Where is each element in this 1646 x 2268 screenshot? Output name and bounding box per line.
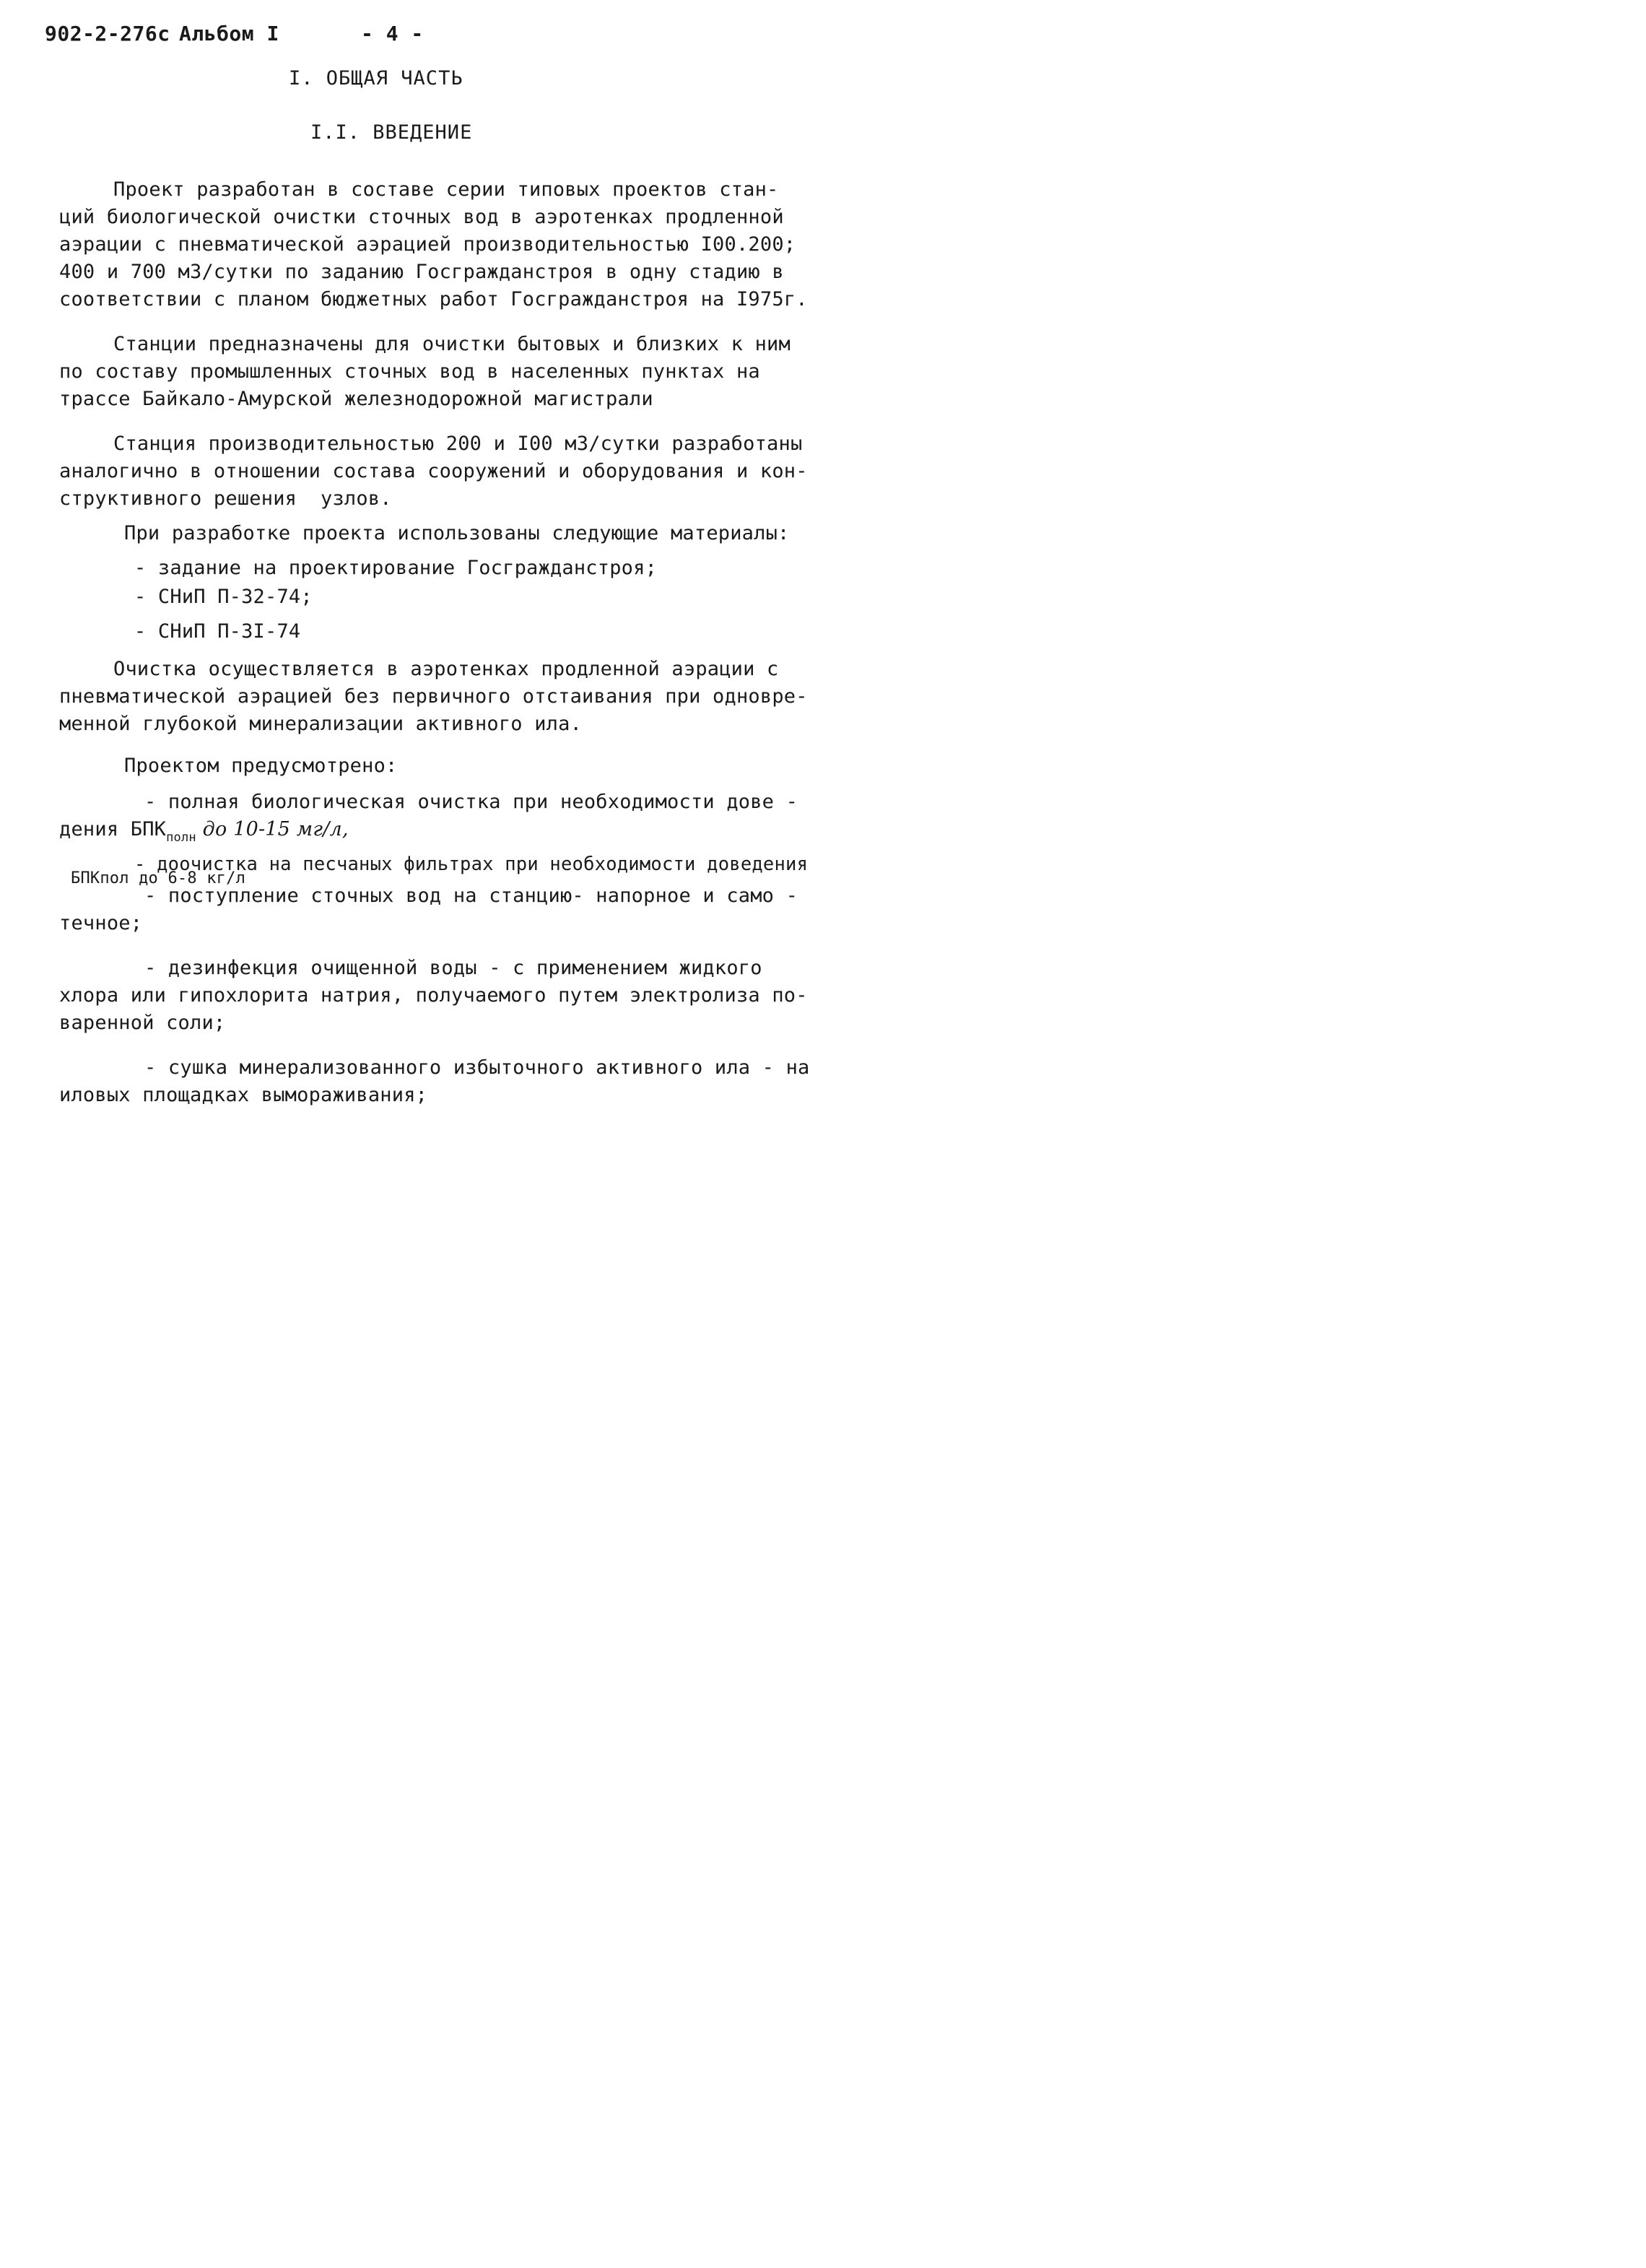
materials-item: - задание на проектирование Госгражданстроя; — [134, 557, 658, 579]
paragraph1-line: аэрации с пневматической аэрацией производительностью I00.200; — [59, 233, 796, 256]
provision5-line: иловых площадках вымораживания; — [59, 1084, 428, 1106]
paragraph1-line: Проект разработан в составе серии типовых проектов стан- — [113, 178, 779, 201]
provision2-line: - доочистка на песчаных фильтрах при необходимости доведения — [134, 853, 809, 875]
provision4-line: хлора или гипохлорита натрия, получаемого путем электролиза по- — [59, 984, 808, 1007]
document-page — [0, 0, 823, 1137]
section-title: I. ОБЩАЯ ЧАСТЬ — [289, 67, 463, 90]
provision2-line: БПКпол до 6-8 кг/л — [71, 869, 246, 887]
paragraph1-line: 400 и 700 м3/сутки по заданию Госгражданстроя в одну стадию в — [59, 261, 784, 283]
paragraph3-line: аналогично в отношении состава сооружений и оборудования и кон- — [59, 460, 808, 482]
album-label: Альбом I — [179, 22, 279, 45]
materials-intro: При разработке проекта использованы следующие материалы: — [124, 522, 790, 544]
provision4-line: - дезинфекция очищенной воды - с применением жидкого — [144, 957, 762, 979]
provision4-line: варенной соли; — [59, 1012, 226, 1034]
paragraph4-line: пневматической аэрацией без первичного отстаивания при одновре- — [59, 685, 808, 708]
paragraph1-line: ций биологической очистки сточных вод в аэротенках продленной — [59, 206, 784, 228]
paragraph1-line: соответствии с планом бюджетных работ Госгражданстроя на I975г. — [59, 288, 808, 310]
paragraph4-line: Очистка осуществляется в аэротенках продленной аэрации с — [113, 658, 779, 680]
provision3-line: - поступление сточных вод на станцию- напорное и само - — [144, 885, 798, 907]
paragraph2-line: трассе Байкало-Амурской железнодорожной магистрали — [59, 388, 653, 410]
provision3-line: течное; — [59, 912, 143, 934]
materials-item: - СНиП П-3I-74 — [134, 620, 301, 643]
paragraph4-line: менной глубокой минерализации активного ила. — [59, 713, 583, 735]
provisions-intro: Проектом предусмотрено: — [124, 755, 398, 777]
paragraph2-line: Станции предназначены для очистки бытовых и близких к ним — [113, 333, 791, 355]
paragraph3-line: структивного решения узлов. — [59, 487, 392, 510]
paragraph3-line: Станция производительностью 200 и I00 м3/сутки разработаны — [113, 433, 803, 455]
page-number: - 4 - — [361, 22, 424, 45]
doc-code: 902-2-276с — [45, 22, 170, 45]
provision1-line: дения $БПК_{полн}$ до 10-15 мг/л, — [59, 818, 349, 845]
provision1-line: - полная биологическая очистка при необходимости дове - — [144, 791, 798, 813]
materials-item: - СНиП П-32-74; — [134, 586, 313, 608]
subsection-title: I.I. ВВЕДЕНИЕ — [310, 121, 473, 144]
paragraph2-line: по составу промышленных сточных вод в населенных пунктах на — [59, 360, 760, 383]
provision5-line: - сушка минерализованного избыточного активного ила - на — [144, 1056, 810, 1079]
